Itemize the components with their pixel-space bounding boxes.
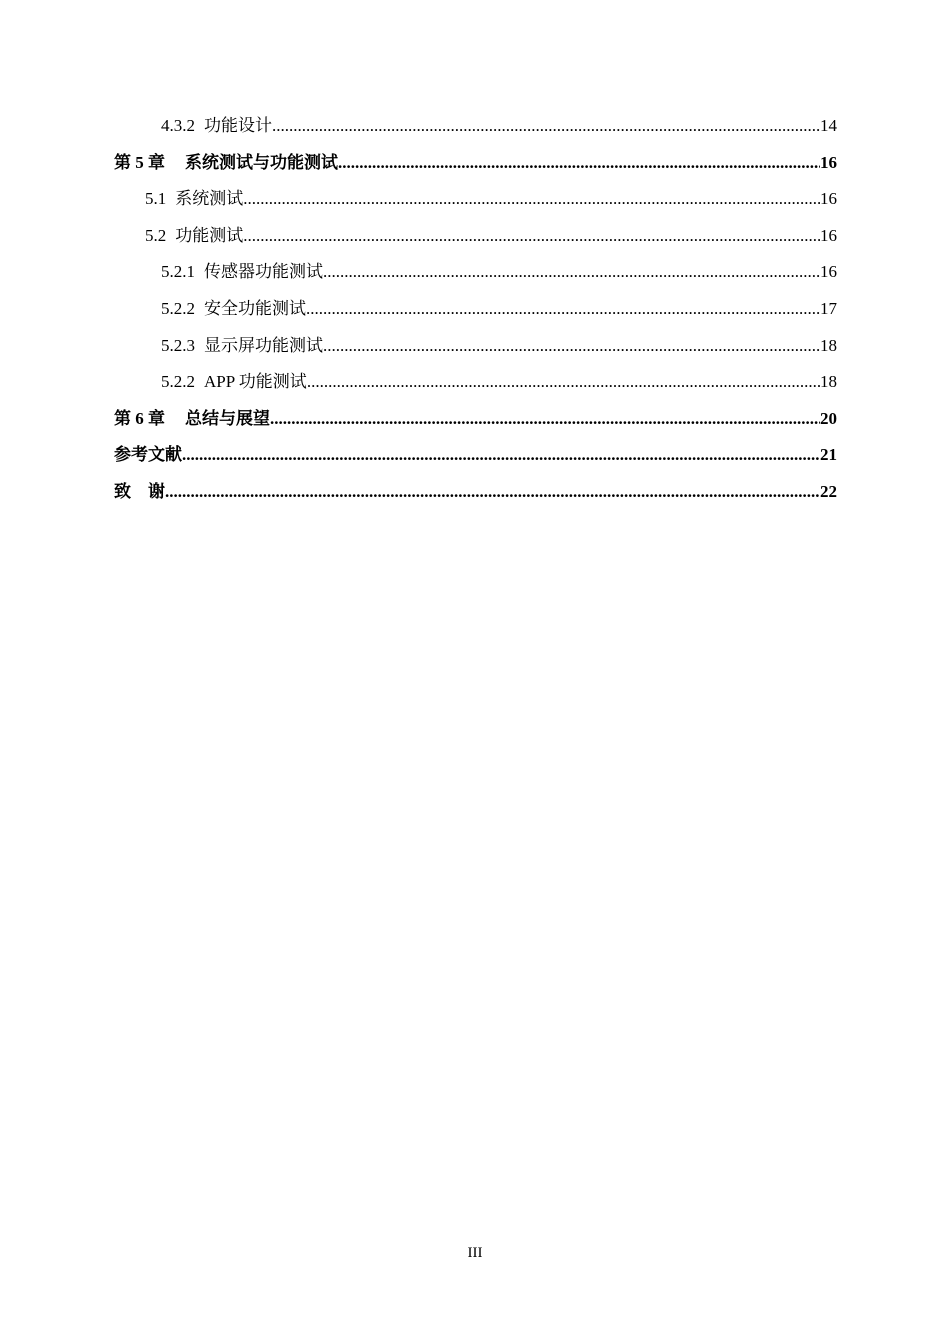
toc-dot-leader [270, 401, 820, 438]
toc-entry-number: 5.1 [145, 189, 167, 209]
toc-entry-number: 4.3.2 [161, 116, 195, 135]
toc-entry-5-2-2-app[interactable] [114, 364, 837, 401]
toc-entry-page: 18 [820, 335, 837, 355]
toc-entry-acknowledgements[interactable] [114, 474, 837, 511]
toc-entry-title: 安全功能测试 [204, 298, 306, 318]
toc-entry-number: 5.2.1 [161, 262, 195, 282]
toc-dot-leader [243, 218, 820, 255]
toc-entry-title: 功能测试 [175, 225, 244, 245]
toc-entry-title: 总结与展望 [185, 408, 270, 428]
toc-entry-number: 第 6 章 [114, 408, 165, 428]
toc-dot-leader [272, 108, 820, 145]
toc-entry-title: 系统测试 [175, 189, 244, 209]
toc-dot-leader [182, 437, 820, 474]
toc-entry-number: 5.2.2 [161, 298, 195, 318]
toc-entry-4-3-2[interactable] [114, 108, 837, 145]
toc-dot-leader [323, 254, 820, 291]
toc-entry-5-2[interactable] [114, 218, 837, 255]
toc-dot-leader [323, 328, 820, 365]
toc-entry-page: 22 [820, 481, 837, 501]
toc-entry-page: 16 [820, 262, 837, 282]
toc-entry-title: 参考文献 [114, 445, 182, 465]
toc-dot-leader [165, 474, 820, 511]
toc-entry-page: 20 [820, 408, 837, 428]
toc-dot-leader [306, 291, 820, 328]
toc-entry-page: 16 [820, 225, 837, 245]
toc-entry-references[interactable] [114, 437, 837, 474]
toc-entry-page: 16 [820, 189, 837, 209]
toc-dot-leader [338, 145, 820, 182]
toc-entry-title: 显示屏功能测试 [204, 335, 323, 355]
toc-entry-title: 致 谢 [114, 481, 165, 501]
table-of-contents [114, 108, 837, 511]
toc-entry-5-2-1[interactable] [114, 254, 837, 291]
page-number-footer: III [467, 1245, 483, 1261]
toc-entry-title: APP 功能测试 [204, 372, 307, 392]
toc-entry-title: 功能设计 [204, 116, 272, 135]
toc-entry-chapter-6[interactable] [114, 401, 837, 438]
toc-entry-title: 系统测试与功能测试 [185, 152, 338, 172]
toc-entry-5-2-2[interactable] [114, 291, 837, 328]
toc-entry-chapter-5[interactable] [114, 145, 837, 182]
toc-entry-number: 5.2.2 [161, 372, 195, 392]
toc-entry-5-1[interactable] [114, 181, 837, 218]
toc-entry-page: 16 [820, 152, 837, 172]
toc-dot-leader [243, 181, 820, 218]
toc-dot-leader [307, 364, 820, 401]
toc-entry-page: 14 [820, 116, 837, 135]
toc-entry-number: 5.2 [145, 225, 167, 245]
toc-entry-number: 5.2.3 [161, 335, 195, 355]
toc-entry-title: 传感器功能测试 [204, 262, 323, 282]
toc-entry-page: 17 [820, 298, 837, 318]
toc-entry-page: 18 [820, 372, 837, 392]
toc-entry-number: 第 5 章 [114, 152, 165, 172]
toc-entry-page: 21 [820, 445, 837, 465]
toc-entry-5-2-3[interactable] [114, 328, 837, 365]
